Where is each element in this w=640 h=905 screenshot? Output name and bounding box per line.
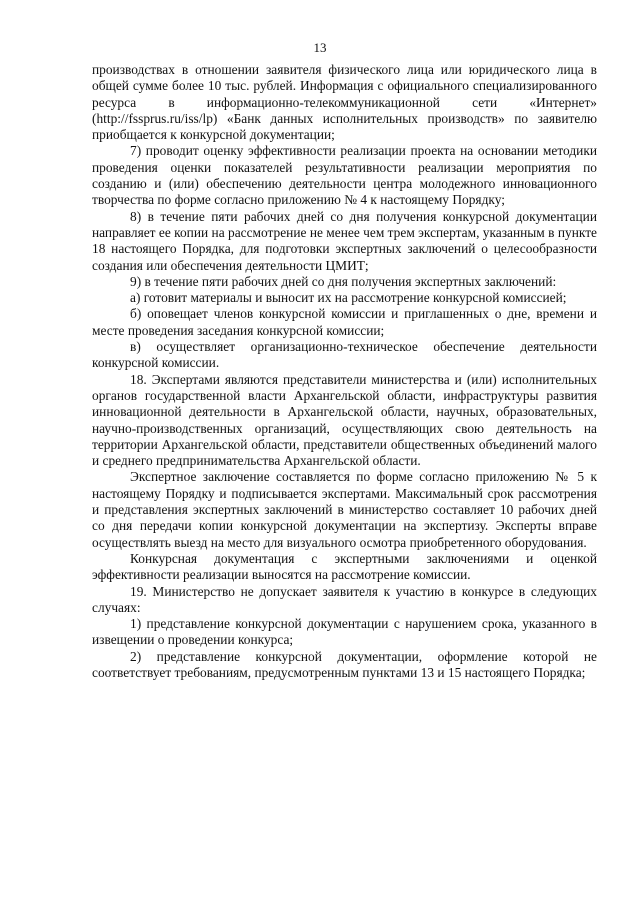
paragraph-item-9: 9) в течение пяти рабочих дней со дня получения экспертных заключений: — [130, 273, 557, 289]
paragraph-subitem-a: а) готовит материалы и выносит их на рассмотрение конкурсной комиссией; — [130, 290, 567, 306]
paragraph-item-8: 8) в течение пяти рабочих дней со дня получения конкурсной документации направляет ее копии на рассмотрение не менее чем трем экспертам, указанным в пункте 18 настоящего Порядка, для подготовки экспертных заключений о целесообразности создания или обеспечения деятельности ЦМИТ; — [92, 208, 597, 273]
paragraph-case-2: 2) представление конкурсной документации, оформление которой не соответствует требованиям, предусмотренным пунктами 13 и 15 настоящего Порядка; — [92, 648, 597, 680]
paragraph-continuation: производствах в отношении заявителя физического лица или юридического лица в общей сумме более 10 тыс. рублей. Информация с официального специализированного ресурса в информационно-телекоммуникационной сети «Интернет» (http://fssprus.ru/iss/lp) «Банк данных исполнительных производств» по заявителю приобщается к конкурсной документации; — [92, 62, 597, 143]
paragraph-subitem-v: в) осуществляет организационно-техническое обеспечение деятельности конкурсной комиссии. — [92, 339, 597, 371]
paragraph-expert-conclusion: Экспертное заключение составляется по форме согласно приложению № 5 к настоящему Порядку и подписывается экспертами. Максимальный срок рассмотрения и представления экспертных заключений в министерство составляет 10 рабочих дней со дня передачи копии конкурсной документации на экспертизу. Эксперты вправе осуществлять выезд на место для визуального осмотра приобретенного оборудования. — [92, 469, 597, 550]
page-number: 13 — [313, 40, 327, 55]
paragraph-section-18: 18. Экспертами являются представители министерства и (или) исполнительных органов государственной власти Архангельской области, инфраструктуры развития инновационной деятельности в Архангельской области, научных, образовательных, научно-производственных организаций, осуществляющих свою деятельность на территории Архангельской области, представители общественных объединений малого и среднего предпринимательства Архангельской области. — [92, 371, 597, 469]
document-body — [92, 62, 597, 681]
paragraph-item-7: 7) проводит оценку эффективности реализации проекта на основании методики проведения оценки показателей результативности реализации мероприятия по созданию и (или) обеспечению деятельности центра молодежного инновационного творчества по форме согласно приложению № 4 к настоящему Порядку; — [92, 143, 597, 208]
paragraph-case-1: 1) представление конкурсной документации с нарушением срока, указанного в извещении о проведении конкурса; — [92, 616, 597, 648]
paragraph-subitem-b: б) оповещает членов конкурсной комиссии и приглашенных о дне, времени и месте проведения заседания конкурсной комиссии; — [92, 306, 597, 338]
paragraph-section-19: 19. Министерство не допускает заявителя к участию в конкурсе в следующих случаях: — [92, 583, 597, 615]
paragraph-documentation-review: Конкурсная документация с экспертными заключениями и оценкой эффективности реализации выносятся на рассмотрение комиссии. — [92, 550, 597, 583]
